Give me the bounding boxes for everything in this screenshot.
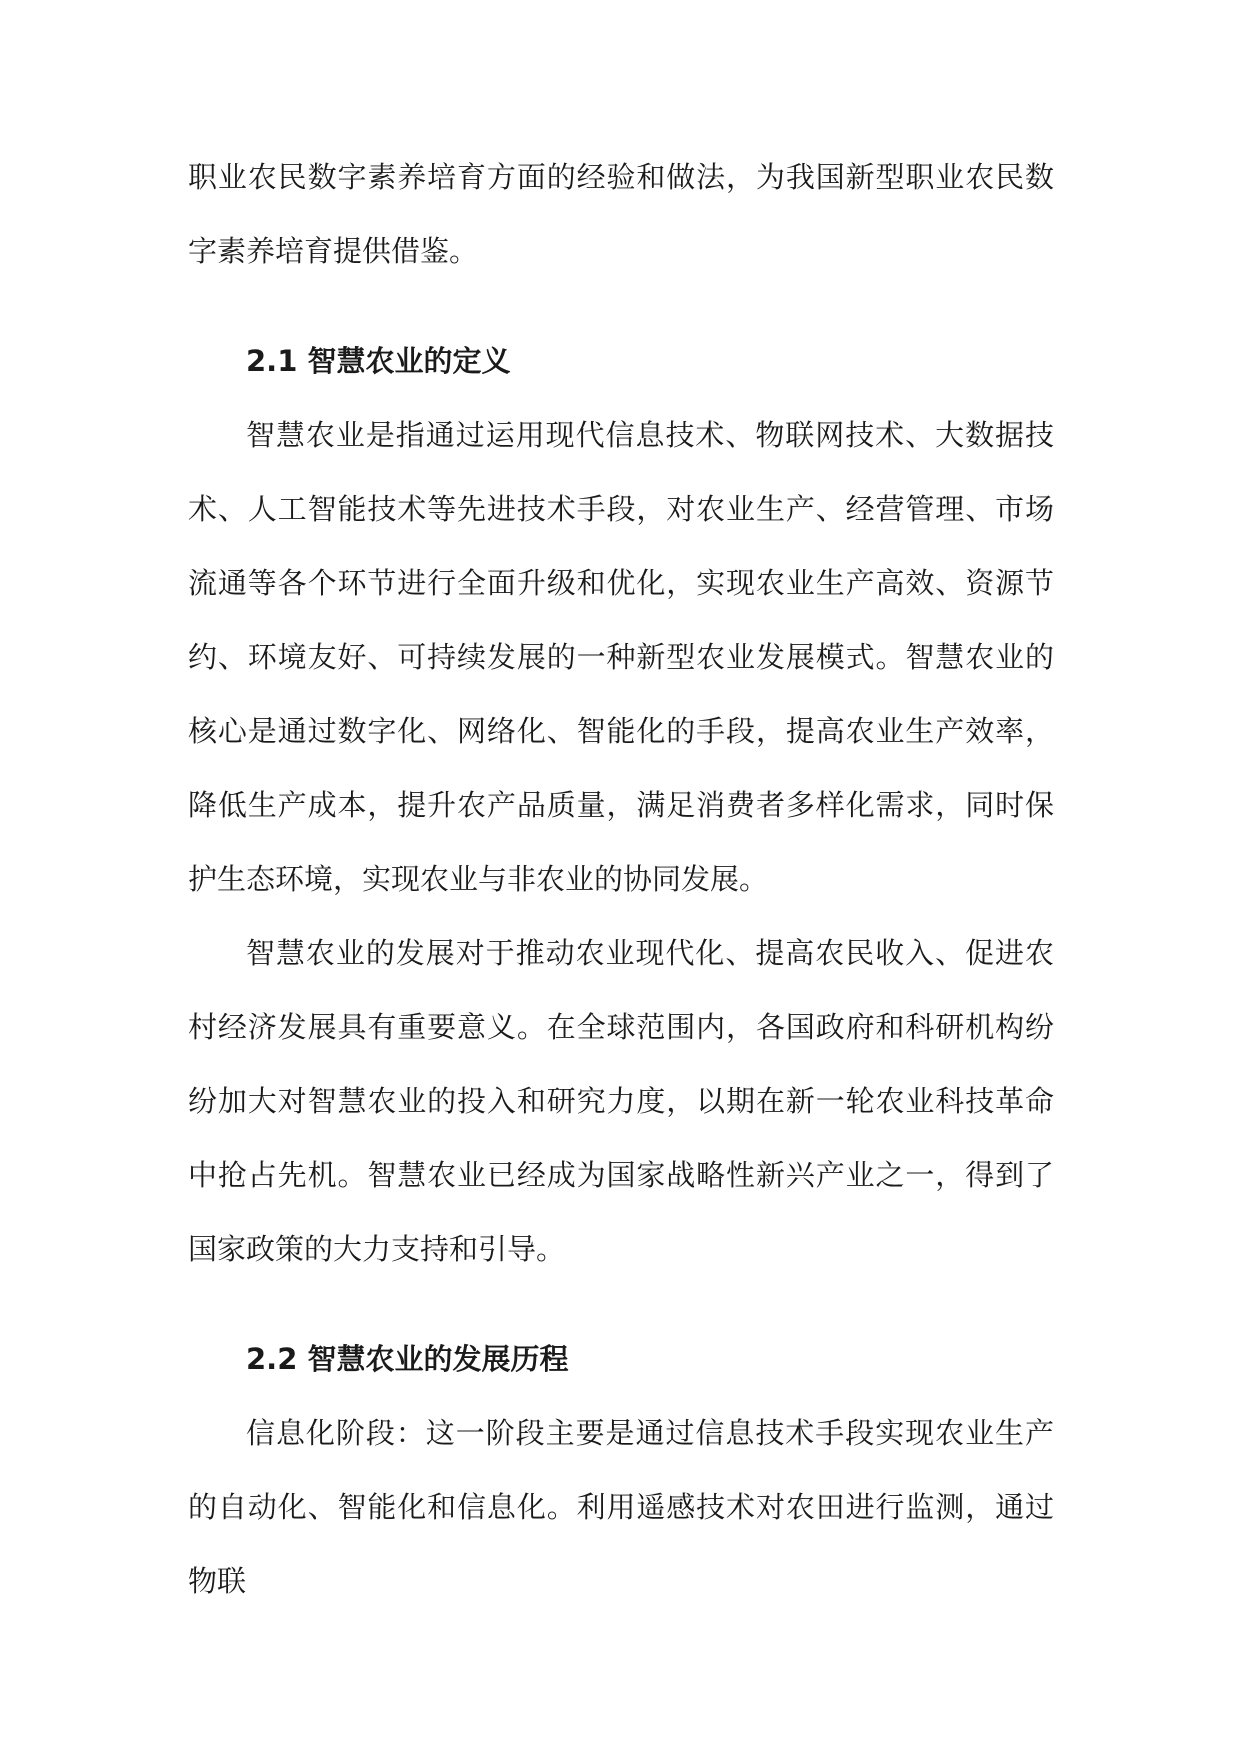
paragraph-definition: 智慧农业是指通过运用现代信息技术、物联网技术、大数据技术、人工智能技术等先进技术手段，对农业生产、经营管理、市场流通等各个环节进行全面升级和优化，实现农业生产高效、资源节约、环境友好、可持续发展的一种新型农业发展模式。智慧农业的核心是通过数字化、网络化、智能化的手段，提高农业生产效率，降低生产成本，提升农产品质量，满足消费者多样化需求，同时保护生态环境，实现农业与非农业的协同发展。 xyxy=(188,418,1054,896)
document-body xyxy=(188,140,1054,1618)
section-heading-2-2: 2.2 智慧农业的发展历程 xyxy=(246,1342,569,1376)
paragraph-informatization-stage: 信息化阶段：这一阶段主要是通过信息技术手段实现农业生产的自动化、智能化和信息化。利用遥感技术对农田进行监测，通过物联 xyxy=(188,1416,1054,1598)
section-heading-2-1: 2.1 智慧农业的定义 xyxy=(246,344,511,378)
section-spacer xyxy=(188,288,1054,324)
paragraph-significance: 智慧农业的发展对于推动农业现代化、提高农民收入、促进农村经济发展具有重要意义。在全球范围内，各国政府和科研机构纷纷加大对智慧农业的投入和研究力度，以期在新一轮农业科技革命中抢占先机。智慧农业已经成为国家战略性新兴产业之一，得到了国家政策的大力支持和引导。 xyxy=(188,936,1054,1266)
section-spacer xyxy=(188,1286,1054,1322)
continuation-paragraph: 职业农民数字素养培育方面的经验和做法，为我国新型职业农民数字素养培育提供借鉴。 xyxy=(188,160,1054,268)
